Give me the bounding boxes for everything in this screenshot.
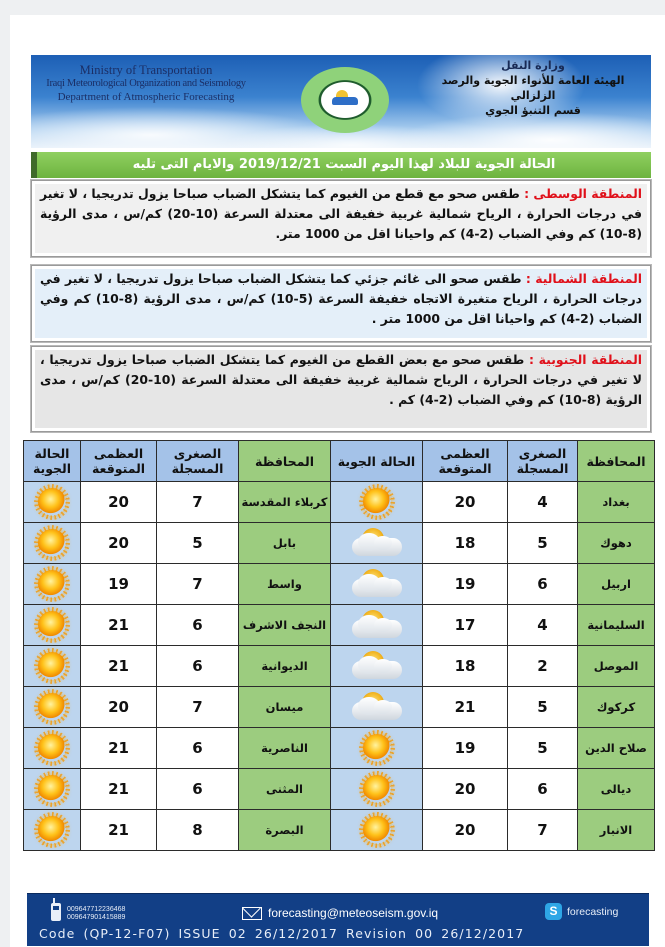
condition-cell [331,646,423,687]
region-south [31,346,651,432]
email-icon [242,907,262,920]
max-temp-cell: 20 [81,523,157,564]
min-temp-cell: 5 [508,687,578,728]
max-temp-cell: 21 [81,605,157,646]
governorate-cell: كركوك [578,687,655,728]
min-temp-cell: 6 [508,769,578,810]
sunny-icon [38,529,66,557]
sunny-icon [363,775,391,803]
footer-bar [27,893,649,946]
region-central [31,180,651,257]
organization-ar: الهيئة العامة للأنواء الجوية والرصد الزلزالي [441,74,625,102]
max-temp-cell: 21 [81,769,157,810]
max-temp-cell: 20 [423,810,508,851]
governorate-cell: بابل [239,523,331,564]
max-temp-cell: 18 [423,523,508,564]
forecast-table [23,440,655,851]
max-temp-cell: 17 [423,605,508,646]
max-temp-cell: 20 [423,769,508,810]
governorate-cell: واسط [239,564,331,605]
condition-cell [331,728,423,769]
min-temp-cell: 6 [157,605,239,646]
partly-cloudy-icon [346,608,408,642]
min-temp-cell: 4 [508,482,578,523]
governorate-cell: ديالى [578,769,655,810]
phone-number: 009647901415889 [67,914,126,921]
header-condition: الحالة الجوية [24,441,81,482]
condition-cell [331,482,423,523]
phone-icon [51,903,61,921]
partly-cloudy-icon [346,526,408,560]
header-condition: الحالة الجوية [331,441,423,482]
condition-cell [24,605,81,646]
department-ar: قسم التنبؤ الجوي [485,104,581,117]
condition-cell [331,564,423,605]
sunny-icon [363,488,391,516]
min-temp-cell: 5 [157,523,239,564]
governorate-cell: النجف الاشرف [239,605,331,646]
min-temp-cell: 7 [157,687,239,728]
condition-cell [331,769,423,810]
table-row [24,605,655,646]
ministry-en: Ministry of Transportation [79,63,213,77]
max-temp-cell: 18 [423,646,508,687]
organization-logo-icon [301,67,389,133]
condition-cell [331,523,423,564]
header-min-recorded: الصغرى المسجلة [508,441,578,482]
forecast-title: الحالة الجوية للبلاد لهذا اليوم السبت 2019/12/21 والايام التى تليه [31,152,651,178]
min-temp-cell: 6 [157,646,239,687]
governorate-cell: الناصرية [239,728,331,769]
table-row [24,564,655,605]
condition-cell [24,728,81,769]
sunny-icon [38,775,66,803]
header-min-recorded: الصغرى المسجلة [157,441,239,482]
sunny-icon [38,652,66,680]
skype-icon: S [545,903,562,920]
governorate-cell: كربلاء المقدسة [239,482,331,523]
logo-wave [332,97,358,105]
header-english [31,63,261,104]
governorate-cell: الموصل [578,646,655,687]
max-temp-cell: 19 [423,564,508,605]
header-max-expected: العظمى المتوقعة [423,441,508,482]
condition-cell [24,687,81,728]
table-row [24,482,655,523]
region-label: المنطقة الشمالية : [525,271,642,286]
ministry-ar: وزارة النقل [501,59,565,72]
condition-cell [331,810,423,851]
sunny-icon [38,693,66,721]
min-temp-cell: 7 [508,810,578,851]
condition-cell [24,564,81,605]
max-temp-cell: 21 [81,728,157,769]
max-temp-cell: 19 [81,564,157,605]
region-text: طقس صحو مع قطع من الغيوم كما يتشكل الضباب صباحا يزول تدريجيا ، لا تغير في درجات الحرارة ، الرياح شمالية غربية خفيفة الى معتدلة السرعة (10-20) كم/س ، مدى الرؤية (8-10) كم وفي الضباب (2-4) كم واحيانا اقل من 1000 متر. [40,186,642,241]
min-temp-cell: 6 [157,769,239,810]
governorate-cell: السليمانية [578,605,655,646]
governorate-cell: ميسان [239,687,331,728]
document-code: Code (QP-12-F07) ISSUE 02 26/12/2017 Revision 00 26/12/2017 [39,926,525,941]
region-text: طقس صحو الى غائم جزئي كما يتشكل الضباب صباحا يزول تدريجيا ، لا تغير في درجات الحرارة ، الرياح متغيرة الاتجاه خفيفة السرعة (5-10) كم/س ، مدى الرؤية (8-10) كم وفي الضباب (2-4) كم واحيانا اقل من 1000 متر . [40,271,642,326]
region-label: المنطقة الجنوبية : [529,352,642,367]
governorate-cell: صلاح الدين [578,728,655,769]
sunny-icon [38,570,66,598]
sunny-icon [38,611,66,639]
region-text: طقس صحو مع بعض القطع من الغيوم كما يتشكل الضباب صباحا يزول تدريجيا ، لا تغير في درجات الحرارة ، الرياح شمالية غربية خفيفة الى معتدلة السرعة (10-20) كم/س ، مدى الرؤية (8-10) كم وفي الضباب (2-4) كم . [40,352,642,407]
region-label: المنطقة الوسطى : [524,186,642,201]
sunny-icon [363,816,391,844]
max-temp-cell: 20 [423,482,508,523]
phone-number: 009647712236468 [67,906,126,913]
governorate-cell: الانبار [578,810,655,851]
governorate-cell: اربيل [578,564,655,605]
max-temp-cell: 21 [81,646,157,687]
table-row [24,769,655,810]
min-temp-cell: 7 [157,564,239,605]
governorate-cell: البصرة [239,810,331,851]
table-row [24,687,655,728]
min-temp-cell: 4 [508,605,578,646]
min-temp-cell: 2 [508,646,578,687]
table-row [24,523,655,564]
max-temp-cell: 20 [81,482,157,523]
header-banner [31,55,651,148]
partly-cloudy-icon [346,649,408,683]
sunny-icon [363,734,391,762]
email-address[interactable]: forecasting@meteoseism.gov.iq [268,906,439,920]
table-row [24,810,655,851]
condition-cell [24,810,81,851]
condition-cell [331,687,423,728]
header-arabic [423,59,643,118]
table-row [24,728,655,769]
governorate-cell: دهوك [578,523,655,564]
header-governorate: المحافظة [578,441,655,482]
sunny-icon [38,816,66,844]
region-north [31,265,651,342]
sunny-icon [38,734,66,762]
max-temp-cell: 19 [423,728,508,769]
condition-cell [24,482,81,523]
min-temp-cell: 5 [508,728,578,769]
skype-id[interactable]: forecasting [567,906,619,918]
header-governorate: المحافظة [239,441,331,482]
header-max-expected: العظمى المتوقعة [81,441,157,482]
governorate-cell: المثنى [239,769,331,810]
governorate-cell: الديوانية [239,646,331,687]
governorate-cell: بغداد [578,482,655,523]
sunny-icon [38,488,66,516]
phone-numbers [67,906,125,922]
table-header-row [24,441,655,482]
department-en: Department of Atmospheric Forecasting [57,91,235,103]
organization-en: Iraqi Meteorological Organization and Seismology [46,78,246,89]
max-temp-cell: 21 [81,810,157,851]
min-temp-cell: 5 [508,523,578,564]
condition-cell [331,605,423,646]
min-temp-cell: 6 [508,564,578,605]
condition-cell [24,769,81,810]
min-temp-cell: 7 [157,482,239,523]
partly-cloudy-icon [346,690,408,724]
max-temp-cell: 20 [81,687,157,728]
partly-cloudy-icon [346,567,408,601]
condition-cell [24,523,81,564]
min-temp-cell: 8 [157,810,239,851]
max-temp-cell: 21 [423,687,508,728]
min-temp-cell: 6 [157,728,239,769]
table-row [24,646,655,687]
condition-cell [24,646,81,687]
